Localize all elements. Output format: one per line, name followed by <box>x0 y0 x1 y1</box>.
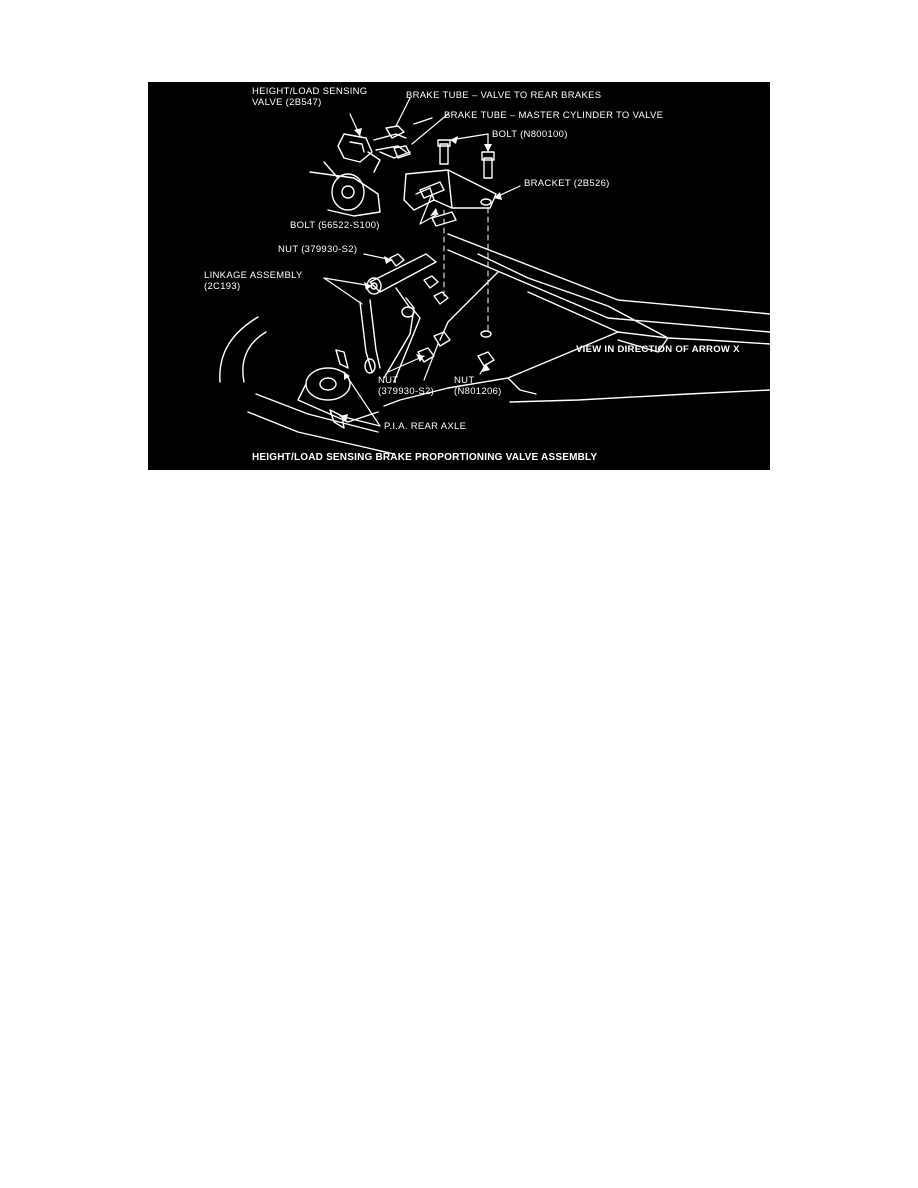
diagram-panel <box>148 82 770 470</box>
valve-label-line2: VALVE (2B547) <box>252 97 322 108</box>
sensing-valve-body <box>310 134 380 216</box>
leader-lines <box>324 98 520 426</box>
rear-axle-label: P.I.A. REAR AXLE <box>384 421 467 432</box>
linkage-assembly <box>360 254 436 382</box>
bracket-label: BRACKET (2B526) <box>524 178 610 189</box>
nut-top-label: NUT (379930-S2) <box>278 244 358 255</box>
figure-caption: HEIGHT/LOAD SENSING BRAKE PROPORTIONING VALVE ASSEMBLY <box>252 452 598 463</box>
linkage-label-line1: LINKAGE ASSEMBLY <box>204 270 303 281</box>
bolt-n800100-label: BOLT (N800100) <box>492 129 568 140</box>
nut-n801206 <box>478 331 494 366</box>
nut-mid-label-line1: NUT <box>378 375 399 386</box>
brake-tube-rear-label: BRAKE TUBE – VALVE TO REAR BRAKES <box>406 90 602 101</box>
bolt-56522-label: BOLT (56522-S100) <box>290 220 380 231</box>
brake-tube-fittings <box>374 118 432 158</box>
frame-rail <box>384 234 770 406</box>
brake-tube-master-label: BRAKE TUBE – MASTER CYLINDER TO VALVE <box>444 110 664 121</box>
alignment-lines <box>444 208 488 332</box>
nut-right-label-line2: (N801206) <box>454 386 502 397</box>
bolt-n800100-left <box>438 140 450 164</box>
nut-mid-label-line2: (379930-S2) <box>378 386 435 397</box>
view-note: VIEW IN DIRECTION OF ARROW X <box>576 344 740 355</box>
linkage-label-line2: (2C193) <box>204 281 241 292</box>
nuts-center <box>418 276 450 362</box>
bolt-n800100-right <box>482 152 494 178</box>
rear-axle-housing <box>220 317 394 454</box>
valve-label-line1: HEIGHT/LOAD SENSING <box>252 86 368 97</box>
blank-page-area <box>0 470 918 1188</box>
bracket-2b526 <box>404 170 496 210</box>
nut-right-label-line1: NUT <box>454 375 475 386</box>
